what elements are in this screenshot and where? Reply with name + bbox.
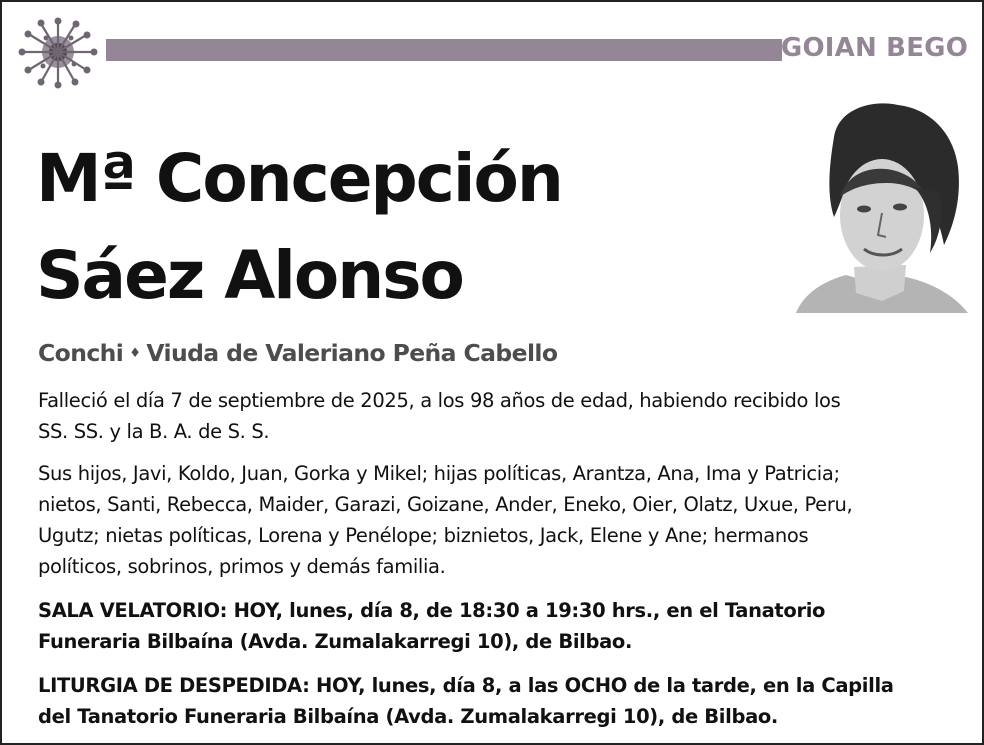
death-paragraph: [38, 385, 978, 447]
text-line: Funeraria Bilbaína (Avda. Zumalakarregi 10), de Bilbao.: [38, 630, 633, 653]
header-bar: [106, 39, 782, 61]
text-line: Falleció el día 7 de septiembre de 2025, a los 98 años de edad, habiendo recibido los: [38, 389, 841, 412]
text-line: Sus hijos, Javi, Koldo, Juan, Gorka y Mikel; hijas políticas, Arantza, Ana, Ima y Patricia;: [38, 462, 840, 485]
text-line: LITURGIA DE DESPEDIDA: HOY, lunes, día 8, a las OCHO de la tarde, en la Capilla: [38, 674, 894, 697]
name-line-2: Sáez Alonso: [36, 237, 463, 314]
text-line: nietos, Santi, Rebecca, Maider, Garazi, Goizane, Ander, Eneko, Oier, Olatz, Uxue, Peru,: [38, 493, 853, 516]
text-line: Ugutz; nietas políticas, Lorena y Penélope; biznietos, Jack, Elene y Ane; hermanos: [38, 524, 809, 547]
header-label: GOIAN BEGO: [780, 33, 968, 63]
flower-icon: [16, 14, 100, 90]
subtitle: [38, 339, 557, 367]
liturgy-paragraph: [38, 670, 978, 732]
text-line: del Tanatorio Funeraria Bilbaína (Avda. Zumalakarregi 10), de Bilbao.: [38, 705, 778, 728]
diamond-separator-icon: ♦: [129, 346, 141, 361]
text-line: SALA VELATORIO: HOY, lunes, día 8, de 18:30 a 19:30 hrs., en el Tanatorio: [38, 599, 826, 622]
text-line: SS. SS. y la B. A. de S. S.: [38, 420, 270, 443]
deceased-name: [36, 130, 562, 324]
name-line-1: Mª Concepción: [36, 140, 562, 217]
portrait-photo: [794, 97, 970, 313]
wake-paragraph: [38, 595, 978, 657]
family-paragraph: [38, 458, 978, 582]
widow-of: Viuda de Valeriano Peña Cabello: [146, 339, 558, 367]
nickname: Conchi: [38, 339, 124, 367]
text-line: políticos, sobrinos, primos y demás familia.: [38, 555, 446, 578]
